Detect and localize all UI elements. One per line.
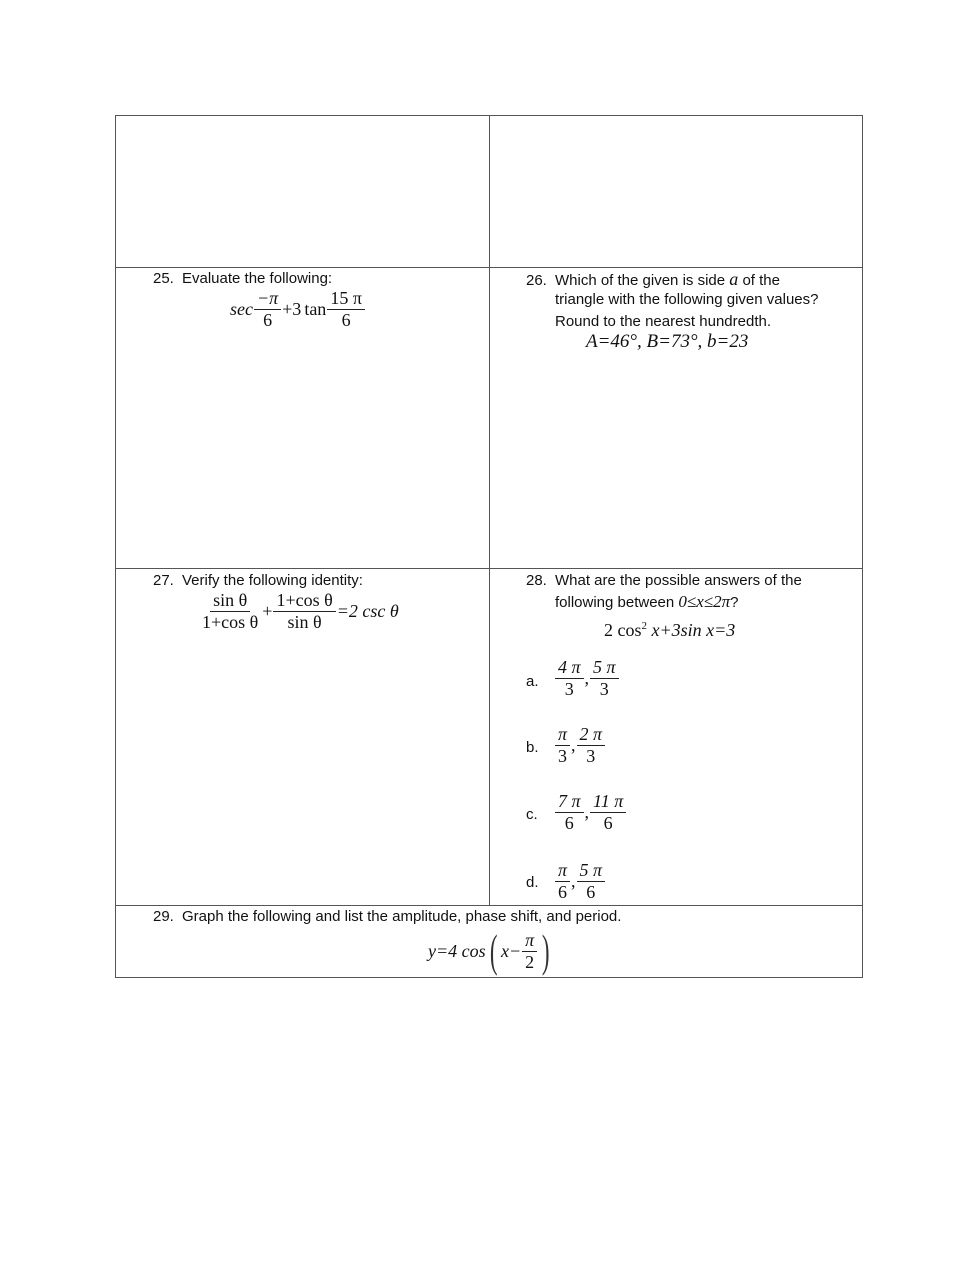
q27-f2-den: sin θ bbox=[287, 612, 322, 632]
q27-f2-num: 1+cos θ bbox=[273, 590, 335, 612]
q28-option-c-label: c. bbox=[526, 806, 538, 823]
q27-prompt-text: Verify the following identity: bbox=[182, 572, 363, 589]
q27-fraction-1 bbox=[199, 590, 261, 633]
q28-opt-a-d2: 3 bbox=[599, 679, 609, 699]
q25-sec: sec bbox=[230, 299, 253, 319]
q28-opt-b-n2: 2 π bbox=[577, 724, 606, 746]
q28-opt-a-n1: 4 π bbox=[555, 657, 584, 679]
worksheet-table bbox=[115, 115, 863, 978]
q28-opt-c-d2: 6 bbox=[603, 813, 613, 833]
q25-prompt-text: Evaluate the following: bbox=[182, 270, 333, 287]
q29-prompt bbox=[153, 906, 621, 928]
q28-option-b: $\frac{\pi}{3}$ , $\frac{2 \pi}{3}$ bbox=[554, 724, 606, 767]
q28-number: 28. bbox=[526, 572, 547, 589]
q28-eq-a: 2 cos bbox=[604, 620, 642, 640]
q28-eq-sup: 2 bbox=[641, 620, 647, 632]
q29-f-den: 2 bbox=[525, 951, 535, 972]
q28-opt-a-frac2 bbox=[590, 657, 619, 700]
q28-opt-c-n2: 11 π bbox=[590, 791, 626, 813]
q28-opt-b-frac1 bbox=[555, 724, 570, 767]
q28-opt-d-n1: π bbox=[555, 860, 570, 882]
q28-opt-a-frac1 bbox=[555, 657, 584, 700]
q28-line1 bbox=[526, 570, 802, 592]
q25-f1-num: −π bbox=[254, 288, 281, 310]
q28-line2-post: ? bbox=[730, 594, 739, 611]
q26-line3: Round to the nearest hundredth. bbox=[555, 313, 771, 330]
q28-line1-text: What are the possible answers of the bbox=[555, 572, 802, 589]
column-divider bbox=[489, 116, 490, 905]
q28-option-c: $\frac{7 \pi}{6}$ , $\frac{11 \pi}{6}$ bbox=[554, 791, 627, 834]
q28-option-d-label: d. bbox=[526, 874, 539, 891]
q28-opt-c-frac2 bbox=[590, 791, 626, 834]
q28-opt-b-d2: 3 bbox=[586, 746, 596, 766]
q28-opt-b-frac2 bbox=[577, 724, 606, 767]
q27-plus: + bbox=[262, 601, 273, 621]
q27-f1-den: 1+cos θ bbox=[202, 612, 259, 632]
q27-prompt bbox=[153, 570, 363, 592]
q28-line2 bbox=[555, 591, 739, 614]
q28-range: 0≤x≤2π bbox=[678, 592, 731, 611]
q29-prompt-text: Graph the following and list the amplitude, phase shift, and period. bbox=[182, 908, 622, 925]
left-paren-icon: ( bbox=[489, 925, 498, 976]
q26-line1-post: of the bbox=[742, 272, 780, 289]
q26-number: 26. bbox=[526, 272, 547, 289]
q27-fraction-2 bbox=[273, 590, 335, 633]
q26-line1-pre: Which of the given is side bbox=[555, 272, 726, 289]
q25-expression bbox=[230, 288, 366, 331]
q28-equation bbox=[604, 615, 735, 641]
q27-rhs: =2 csc θ bbox=[336, 601, 399, 621]
q28-opt-c-frac1 bbox=[555, 791, 584, 834]
q26-var-a: a bbox=[729, 269, 739, 289]
q25-number: 25. bbox=[153, 270, 174, 287]
q28-option-d: $\frac{\pi}{6}$ , $\frac{5 \pi}{6}$ bbox=[554, 860, 606, 903]
q28-option-a: $\frac{4 \pi}{3}$ , $\frac{5 \pi}{3}$ bbox=[554, 657, 620, 700]
q28-opt-d-d2: 6 bbox=[586, 882, 596, 902]
q28-opt-a-d1: 3 bbox=[564, 679, 574, 699]
q28-opt-c-n1: 7 π bbox=[555, 791, 584, 813]
q26-line2: triangle with the following given values? bbox=[555, 291, 819, 308]
q25-fraction-1 bbox=[254, 288, 281, 331]
q27-f1-num: sin θ bbox=[210, 590, 250, 612]
q28-eq-b: x+3sin x=3 bbox=[651, 620, 736, 640]
q29-expression bbox=[428, 925, 553, 976]
q28-option-b-label: b. bbox=[526, 739, 539, 756]
q25-f2-den: 6 bbox=[341, 310, 351, 330]
q29-f-num: π bbox=[522, 930, 537, 952]
q28-opt-d-d1: 6 bbox=[558, 882, 568, 902]
q28-opt-d-frac2 bbox=[577, 860, 606, 903]
q29-fraction bbox=[522, 930, 537, 973]
q27-number: 27. bbox=[153, 572, 174, 589]
q25-plus3: +3 bbox=[282, 299, 302, 319]
q26-values: A=46°, B=73°, b=23 bbox=[586, 331, 749, 352]
right-paren-icon: ) bbox=[541, 925, 550, 976]
q28-option-a-label: a. bbox=[526, 673, 539, 690]
q28-opt-a-n2: 5 π bbox=[590, 657, 619, 679]
q28-opt-b-n1: π bbox=[555, 724, 570, 746]
q29-x: x− bbox=[500, 940, 522, 961]
q25-prompt bbox=[153, 268, 332, 290]
q28-line2-pre: following between bbox=[555, 594, 675, 611]
q25-f2-num: 15 π bbox=[327, 288, 365, 310]
q25-tan: tan bbox=[304, 299, 327, 319]
q29-lhs: y=4 cos bbox=[428, 940, 486, 961]
q25-fraction-2 bbox=[327, 288, 365, 331]
q28-opt-b-d1: 3 bbox=[558, 746, 568, 766]
q28-opt-c-d1: 6 bbox=[564, 813, 574, 833]
q27-expression bbox=[198, 590, 399, 633]
q25-f1-den: 6 bbox=[263, 310, 273, 330]
q29-number: 29. bbox=[153, 908, 174, 925]
q28-opt-d-frac1 bbox=[555, 860, 570, 903]
q28-opt-d-n2: 5 π bbox=[577, 860, 606, 882]
